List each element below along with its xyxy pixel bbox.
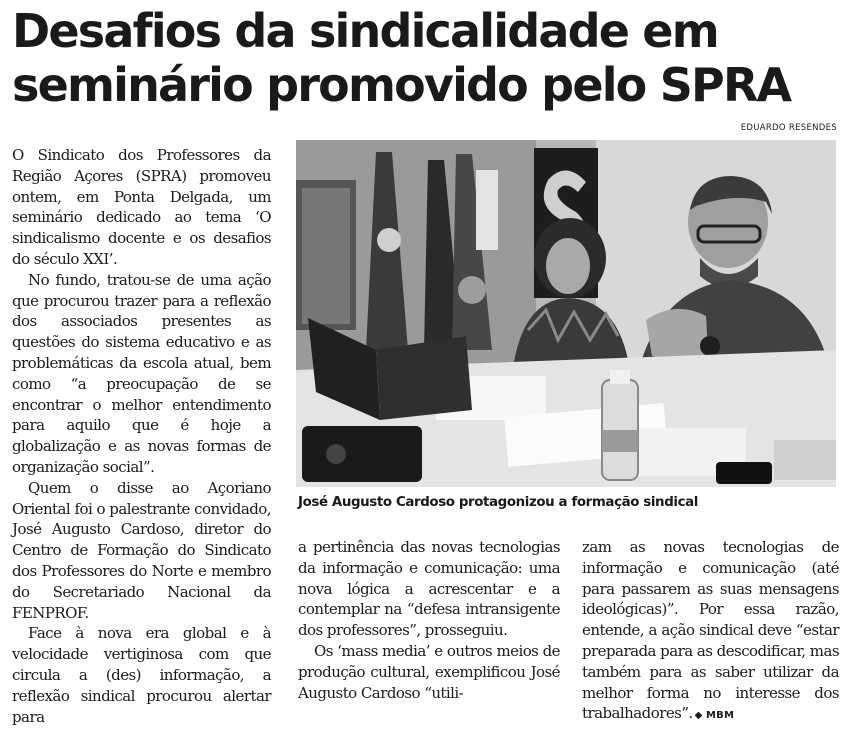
article-column-3 xyxy=(582,537,839,727)
paragraph xyxy=(582,537,839,727)
paragraph: O Sindicato dos Professores da Região Açores (SPRA) promoveu ontem, em Ponta Delgada, um seminário dedicado ao tema ‘O sindicalismo docente e os desafios do século XXI’. xyxy=(12,146,271,268)
paragraph: Os ‘mass media’ e outros meios de produção cultural, exemplificou José Augusto Cardoso “utili- xyxy=(298,641,560,702)
article-column-1 xyxy=(12,145,271,727)
press-conference-photo xyxy=(296,140,836,487)
paragraph: Face à nova era global e à velocidade vertiginosa com que circula a (des) informação, a reflexão sindical procurou alertar para xyxy=(12,624,271,726)
photo-credit: EDUARDO RESENDES xyxy=(740,123,837,133)
photo-caption: José Augusto Cardoso protagonizou a formação sindical xyxy=(298,495,698,510)
photo-illustration xyxy=(296,140,836,487)
paragraph: a pertinência das novas tecnologias da informação e comunicação: uma nova lógica a acrescentar e a contemplar na “defesa intransigente dos professores”, prosseguiu. xyxy=(298,538,560,640)
end-mark-icon: ◆ xyxy=(694,710,702,722)
headline: Desafios da sindicalidade em seminário promovido pelo SPRA xyxy=(12,4,791,112)
paragraph: No fundo, tratou-se de uma ação que procurou trazer para a reflexão dos associados presentes as questões do sistema educativo e as problemáticas da escola atual, bem como “a preocupação de se encontrar o melhor entendimento para aquilo que é hoje a globalização e as novas formas de organização social”. xyxy=(12,270,271,476)
paragraph-text: zam as novas tecnologias de informação e comunicação (até para passarem as suas mensagens ideológicas)”. Por essa razão, entende, a ação sindical deve “estar preparada para as descodificar, mas também para as saber utilizar da melhor forma no interesse dos trabalhadores”. xyxy=(582,538,839,723)
article-column-2 xyxy=(298,537,560,703)
paragraph: Quem o disse ao Açoriano Oriental foi o palestrante convidado, José Augusto Cardoso, diretor do Centro de Formação do Sindicato dos Professores do Norte e membro do Secretariado Nacional da FENPROF. xyxy=(12,478,271,622)
author-signature: MBM xyxy=(706,710,735,722)
